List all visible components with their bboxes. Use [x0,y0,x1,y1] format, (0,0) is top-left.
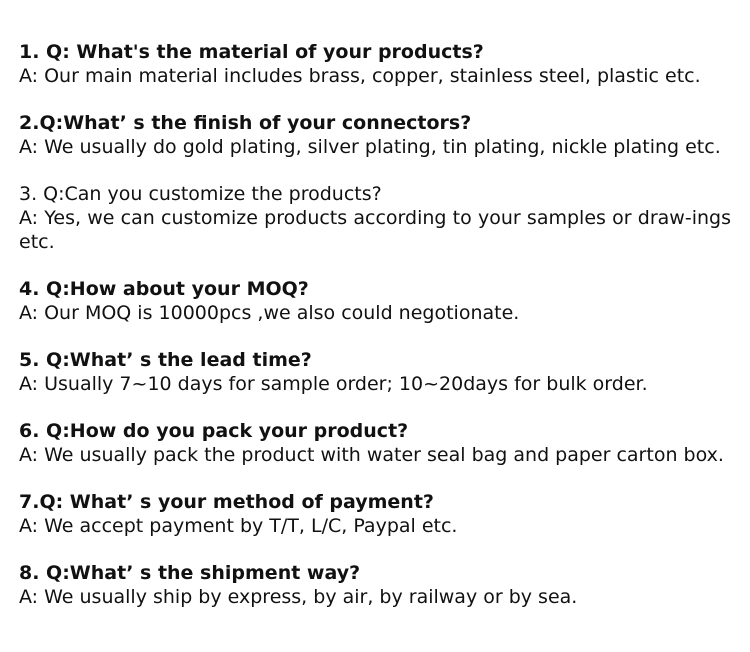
faq-question-6: 6. Q:How do you pack your product? [19,420,409,442]
faq-answer-8: A: We usually ship by express, by air, by railway or by sea. [19,586,578,608]
faq-item-6 [19,419,731,467]
faq-item-5 [19,348,731,396]
faq-item-3 [19,182,731,254]
faq-list [19,40,731,609]
faq-answer-6: A: We usually pack the product with water seal bag and paper carton box. [19,444,724,466]
faq-question-8: 8. Q:What’ s the shipment way? [19,562,361,584]
faq-answer-4: A: Our MOQ is 10000pcs ,we also could negotionate. [19,302,520,324]
faq-question-3: 3. Q:Can you customize the products? [19,183,382,205]
faq-question-4: 4. Q:How about your MOQ? [19,278,309,300]
faq-question-7: 7.Q: What’ s your method of payment? [19,491,434,513]
faq-question-1: 1. Q: What's the material of your products? [19,41,484,63]
faq-item-8 [19,561,731,609]
faq-question-2: 2.Q:What’ s the finish of your connectors? [19,112,472,134]
faq-answer-7: A: We accept payment by T/T, L/C, Paypal etc. [19,515,458,537]
faq-item-4 [19,277,731,325]
faq-answer-1: A: Our main material includes brass, copper, stainless steel, plastic etc. [19,65,701,87]
faq-item-1 [19,40,731,88]
faq-answer-2: A: We usually do gold plating, silver plating, tin plating, nickle plating etc. [19,136,721,158]
faq-item-7 [19,490,731,538]
faq-question-5: 5. Q:What’ s the lead time? [19,349,312,371]
faq-item-2 [19,111,731,159]
faq-answer-3: A: Yes, we can customize products according to your samples or draw-ings etc. [19,207,731,253]
faq-answer-5: A: Usually 7~10 days for sample order; 10~20days for bulk order. [19,373,648,395]
